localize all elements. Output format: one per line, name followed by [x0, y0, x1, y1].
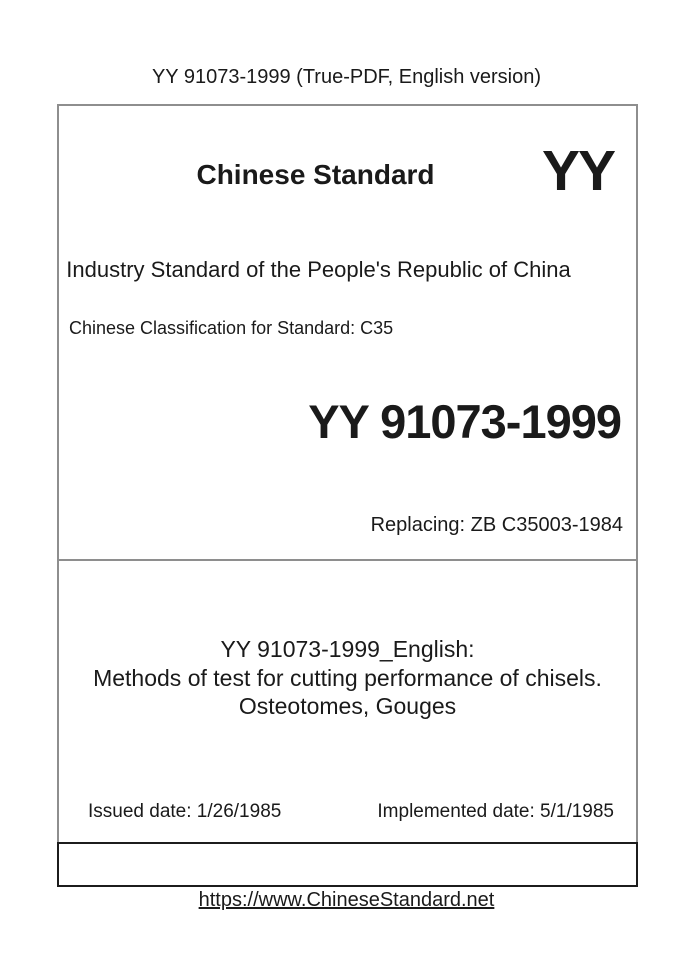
abstract-line-3: Osteotomes, Gouges [238, 693, 457, 719]
website-link[interactable]: https://www.ChineseStandard.net [198, 889, 495, 911]
dates-row [59, 801, 636, 824]
abstract-line-1: YY 91073-1999_English: [220, 636, 475, 662]
abstract-line-2: Methods of test for cutting performance of chisels. [93, 664, 602, 691]
standard-number: YY 91073-1999 [308, 395, 621, 448]
yy-logo: YY [541, 139, 614, 203]
abstract-block [59, 635, 636, 721]
brand-title: Chinese Standard [196, 159, 435, 190]
cover-box [57, 104, 638, 844]
implemented-date: Implemented date: 5/1/1985 [377, 801, 614, 822]
org-standard-line: Industry Standard of the People's Republic of China [66, 257, 571, 282]
section-divider [57, 559, 638, 561]
document-header: YY 91073-1999 (True-PDF, English version) [151, 66, 542, 88]
blank-box [57, 842, 638, 887]
replacing-line: Replacing: ZB C35003-1984 [370, 514, 623, 536]
issued-date: Issued date: 1/26/1985 [88, 801, 282, 822]
footer [0, 888, 693, 912]
classification-line: Chinese Classification for Standard: C35 [69, 318, 394, 338]
